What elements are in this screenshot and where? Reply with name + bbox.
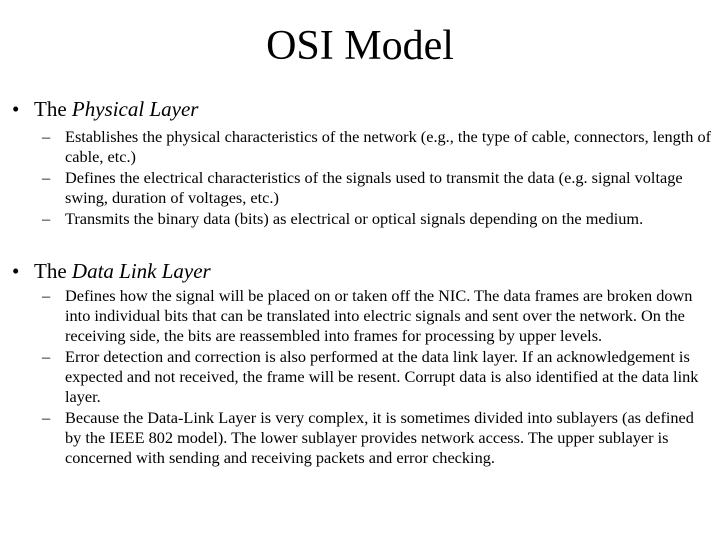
bullet-prefix: The: [34, 97, 67, 121]
list-item-text: Because the Data-Link Layer is very complex, it is sometimes divided into sublayers (as defined by the IEEE 802 model). The lower sublayer provides network access. The upper sublayer is concerned with sending and receiving packets and error checking.: [65, 408, 694, 467]
dash-icon: –: [42, 286, 51, 305]
dash-icon: –: [42, 347, 51, 366]
bullet-icon: •: [12, 97, 20, 121]
page-title: OSI Model: [266, 23, 454, 69]
list-item: [42, 286, 712, 346]
list-item-text: Error detection and correction is also performed at the data link layer. If an acknowledgement is expected and not received, the frame will be resent. Corrupt data is also identified at the data link layer.: [65, 347, 699, 406]
bullet-heading: [34, 97, 198, 121]
physical-layer-subitems: [42, 127, 712, 230]
list-item: [42, 408, 712, 468]
list-item: [42, 209, 712, 229]
list-item: [42, 168, 712, 208]
dash-icon: –: [42, 127, 51, 146]
bullet-heading: [34, 259, 211, 283]
bullet-icon: •: [12, 259, 20, 283]
bullet-emphasis: Physical Layer: [71, 97, 199, 121]
bullet-prefix: The: [34, 259, 67, 283]
list-item-text: Defines how the signal will be placed on or taken off the NIC. The data frames are broken down into individual bits that can be translated into electric signals and sent over the network. On the receiving side, the bits are reassembled into frames for processing by upper levels.: [65, 286, 693, 345]
list-item-text: Establishes the physical characteristics of the network (e.g., the type of cable, connectors, length of cable, etc.): [65, 127, 712, 166]
dash-icon: –: [42, 408, 51, 427]
bullet-emphasis: Data Link Layer: [71, 259, 211, 283]
list-item: [42, 127, 712, 167]
dash-icon: –: [42, 209, 51, 228]
list-item-text: Defines the electrical characteristics of the signals used to transmit the data (e.g. signal voltage swing, duration of voltages, etc.): [65, 168, 683, 207]
dash-icon: –: [42, 168, 51, 187]
list-item: [42, 347, 712, 407]
list-item-text: Transmits the binary data (bits) as electrical or optical signals depending on the medium.: [65, 209, 644, 228]
data-link-layer-subitems: [42, 286, 712, 469]
